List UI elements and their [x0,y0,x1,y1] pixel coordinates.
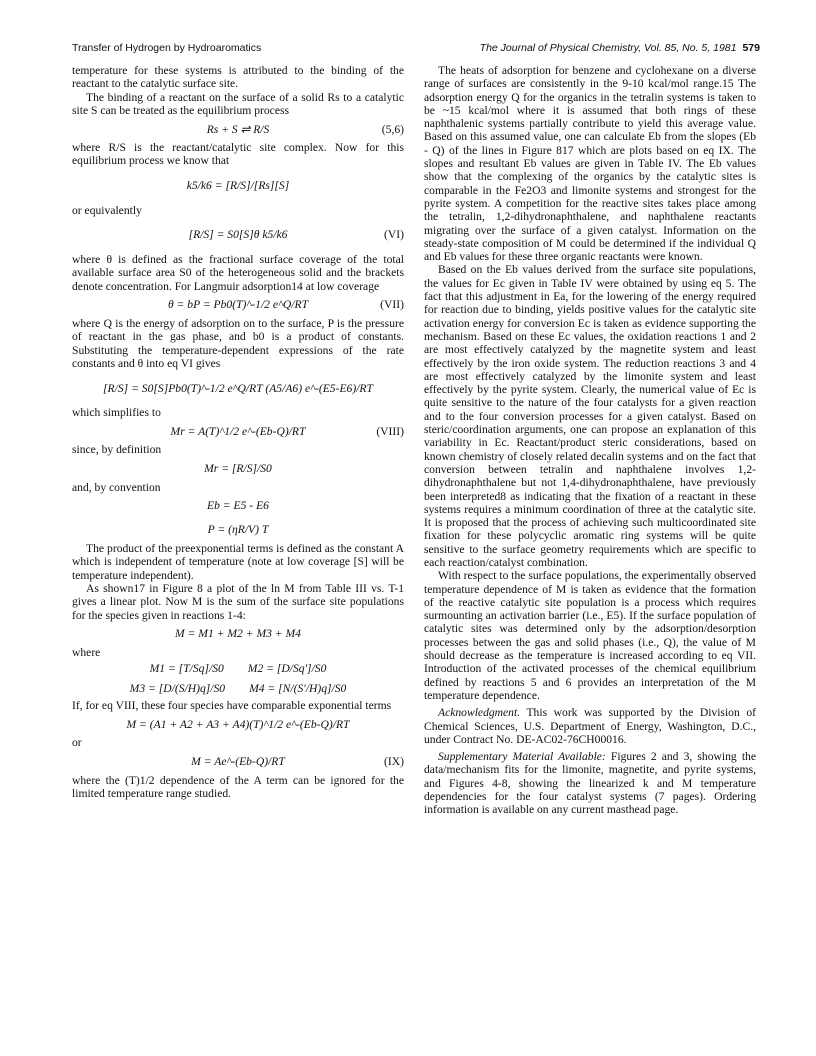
paragraph: With respect to the surface populations, the experimentally observed temperature dependence of M is taken as evidence that the formation of the reactive catalytic site population is a process which requires surmounting an activation barrier (i.e., E5). If the surface population of catalytic sites was determined only by the adsorption/desorption processes between the gas and solid phases (i.e., Q), the value of M should decrease as the temperature is increased according to eq VII. Introduction of the activated processes of the chemical equilibrium defined by reactions 5 and 6 provides an interpretation of the M temperature dependence. [424,569,756,702]
equation-rs: [R/S] = S0[S]Pb0(T)^-1/2 e^Q/RT (A5/A6) e^-(E5-E6)/RT [103,381,373,395]
paragraph: since, by definition [72,443,162,457]
equation-vii: θ = bP = Pb0(T)^-1/2 e^Q/RT (VII) [167,298,404,312]
paragraph: where Q is the energy of adsorption on to the surface, P is the pressure of reactant in the gas phase, and b0 is a product of constants. Substituting the temperature-dependent expressions of the rate constants and θ into eq VI gives [72,316,404,370]
paragraph: where [72,645,101,659]
equation-eb: Eb = E5 - E6 [207,499,269,513]
running-header [72,42,760,58]
equation-vi: [R/S] = S0[S]θ k5/k6 (VI) [188,228,404,242]
paragraph: The product of the preexponential terms is defined as the constant A which is independent of temperature (note at low coverage [S] will be temperature independent). [72,542,404,582]
equation-5-6: Rs + S ⇌ R/S (5,6) [206,122,404,136]
paragraph: The heats of adsorption for benzene and cyclohexane on a diverse range of surfaces are consistently in the 9-10 kcal/mol range.15 The adsorption energy Q for the organics in the tetralin systems is taken to be ~15 kcal/mol where it is assumed that both rings of these naphthalenic systems partially contribute to yield this average value. Based on this assumed value, one can calculate Eb from the slopes (Eb - Q) of the lines in Figure 817 which are plots based on eq IX. The slopes and resultant Eb values are given in Table IV. The Eb values show that the complexing of the organics by the catalytic sites is comparable in the Fe2O3 and limonite systems and strongest for the pyrite system. A competition for the reactive sites takes place among the tetralin, 1,2-dihydronaphthalene, and naphthalene reactants migrating over the surface of a given catalyst. Information on the steady-state composition of M could be determined if the individual Q and Eb values for these three organic reactants were known. [424,64,756,264]
equation-ix: M = Ae^-(Eb-Q)/RT (IX) [191,755,404,769]
equation-m1-m2: M1 = [T/Sq]/S0 M2 = [D/Sq']/S0 [149,662,327,676]
paragraph: The binding of a reactant on the surface of a solid Rs to a catalytic site S can be treated as the equilibrium process [72,90,404,117]
header-journal: The Journal of Physical Chemistry, Vol. 85, No. 5, 1981 579 [479,42,760,54]
paragraph: where R/S is the reactant/catalytic site complex. Now for this equilibrium process we know that [72,141,404,168]
equation-mr: Mr = [R/S]/S0 [204,462,272,476]
left-column [72,64,404,800]
paragraph: which simplifies to [72,406,161,420]
equation-m-expanded: M = (A1 + A2 + A3 + A4)(T)^1/2 e^-(Eb-Q)/RT [126,717,350,731]
equation-p: P = (ηR/V) T [207,523,269,537]
paragraph: where the (T)1/2 dependence of the A term can be ignored for the limited temperature range studied. [72,773,404,801]
paragraph: If, for eq VIII, these four species have comparable exponential terms [72,699,392,713]
acknowledgment: Acknowledgment. This work was supported by the Division of Chemical Sciences, U.S. Department of Energy, Washington, D.C., under Contract No. DE-AC02-76CH00016. [424,706,756,746]
header-title: Transfer of Hydrogen by Hydroaromatics [72,42,262,54]
right-column [424,64,756,817]
paragraph: or equivalently [72,203,142,217]
equation-m3-m4: M3 = [D/(S/H)q]/S0 M4 = [N/(S'/H)q]/S0 [129,682,347,696]
paragraph: Based on the Eb values derived from the surface site populations, the values for Ec given in Table IV were obtained by using eq 5. The fact that this adjustment in Ea, for the lowering of the energy required for reaction due to binding, yields positive values for the catalytic site activation energy for conversion Ec is taken as evidence supporting the mechanism. Based on these Ec values, the oxidation reactions 1 and 2 are most effectively catalyzed by the magnetite system and least effectively by the iron oxide system. The reduction reactions 3 and 4 are most effectively catalyzed by the limonite system and least effectively by the pyrite system. Clearly, the numerical value of Ec is quite sensitive to the nature of the four catalysts for a given reaction and to the four conversion processes for a given catalyst. Based on steric/coordination arguments, one can propose an explanation of this variability in Ec. Reactant/product steric considerations, based on known chemistry of closely related decalin systems and on the fact that conversion between tetralin and naphthalene involves 1,2-dihydronaphthalene but not 1,4-dihydronaphthalene, have previously been interpreted8 as indicating that the fixation of a reactant in these systems requires a minimum coordination of three at the catalytic site. It is proposed that the process of achieving such multicoordinated site fixation for these polycyclic aromatic ring systems will be quite sensitive to the surface geometry requirements which are specific to each reaction/catalyst combination. [424,263,756,569]
page-number: 579 [742,42,760,54]
paragraph: temperature for these systems is attributed to the binding of the reactant to the catalytic surface site. [72,64,404,91]
equation-viii: Mr = A(T)^1/2 e^-(Eb-Q)/RT (VIII) [170,424,404,438]
supplementary-material: Supplementary Material Available: Figures 2 and 3, showing the data/mechanism fits for the limonite, magnetite, and pyrite systems, and Figures 4-8, showing the linearized k and M temperature dependencies for the four catalyst systems (7 pages). Ordering information is available on any current masthead page. [424,750,756,817]
equation-m-sum: M = M1 + M2 + M3 + M4 [175,627,301,641]
paragraph: or [72,736,82,750]
paragraph: and, by convention [72,480,161,494]
paragraph: where θ is defined as the fractional surface coverage of the total available surface area S0 of the heterogeneous solid and the brackets denote concentration. For Langmuir adsorption14 at low coverage [72,253,404,293]
paragraph: As shown17 in Figure 8 a plot of the ln M from Table III vs. T-1 gives a linear plot. Now M is the sum of the surface site populations for the species given in reactions 1-4: [72,581,404,622]
equation-k-ratio: k5/k6 = [R/S]/[Rs][S] [186,179,290,193]
